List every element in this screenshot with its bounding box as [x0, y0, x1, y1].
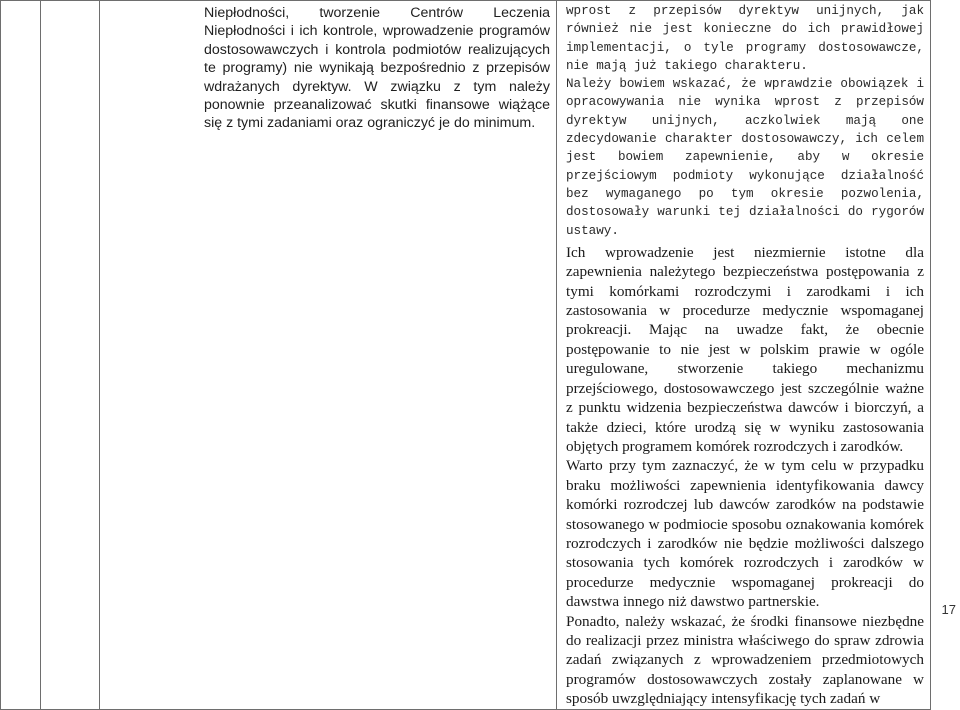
table-cell-remark	[100, 1, 557, 710]
response-text-block	[557, 1, 930, 709]
response-paragraph: Ponadto, należy wskazać, że środki finansowe niezbędne do realizacji przez ministra właściwego do spraw zdrowia zadań związanych z wprowadzeniem przedmiotowych programów dostosowawczych zostały zaplanowane w sposób uwzględniający intensyfikację tych zadań w	[566, 612, 924, 708]
table-cell-number	[1, 1, 41, 710]
remark-text: Niepłodności, tworzenie Centrów Leczenia Niepłodności i ich kontrole, wprowadzenie programów dostosowawczych i kontrola podmiotów realizujących te programy) nie wynikają bezpośrednio z przepisów wdrażanych dyrektyw. W związku z tym należy ponownie przeanalizować skutki finansowe wiążące się z tymi zadaniami oraz ograniczyć je do minimum.	[204, 5, 550, 132]
response-paragraph: Ich wprowadzenie jest niezmiernie istotne dla zapewnienia należytego bezpieczeństwa postępowania z tymi komórkami rozrodczymi i zarodkami i ich zastosowania w procedurze medycznie wspomaganej prokreacji. Mając na uwadze fakt, że obecnie postępowanie to nie jest w polskim prawie w ogóle uregulowane, stworzenie takiego mechanizmu przejściowego, dostosowawczego jest szczególnie ważne z punktu widzenia bezpieczeństwa dawców i biorczyń, a także dzieci, które urodzą się w wyniku zastosowania objętych programem komórek rozrodczych i zarodków.	[566, 243, 924, 455]
table-cell-response	[557, 1, 931, 710]
table-cell-entity	[41, 1, 100, 710]
response-paragraph: wprost z przepisów dyrektyw unijnych, jak również nie jest konieczne do ich prawidłowej implementacji, o tyle programy dostosowawcze, nie mają już takiego charakteru.	[566, 4, 924, 73]
table-row	[1, 1, 931, 710]
response-paragraph: Należy bowiem wskazać, że wprawdzie obowiązek i opracowywania nie wynika wprost z przepisów dyrektyw unijnych, aczkolwiek mają one zdecydowanie charakter dostosowawczy, ich celem jest bowiem zapewnienie, aby w okresie przejściowym podmioty wykonujące działalność bez wymaganego po tym okresie pozwolenia, dostosowały warunki tej działalności do rygorów ustawy.	[566, 77, 924, 238]
page-number: 17	[941, 602, 956, 617]
response-paragraph: Warto przy tym zaznaczyć, że w tym celu w przypadku braku możliwości zapewnienia identyfikowania dawcy komórki rozrodczej lub dawców zarodków na podstawie stosowanego w podmiocie sposobu oznakowania komórek rozrodczych i zarodków nie będzie możliwości dalszego stosowania tych komórek rozrodczych i zarodków w procedurze medycznie wspomaganej prokreacji do dawstwa innego niż dawstwo partnerskie.	[566, 457, 924, 611]
